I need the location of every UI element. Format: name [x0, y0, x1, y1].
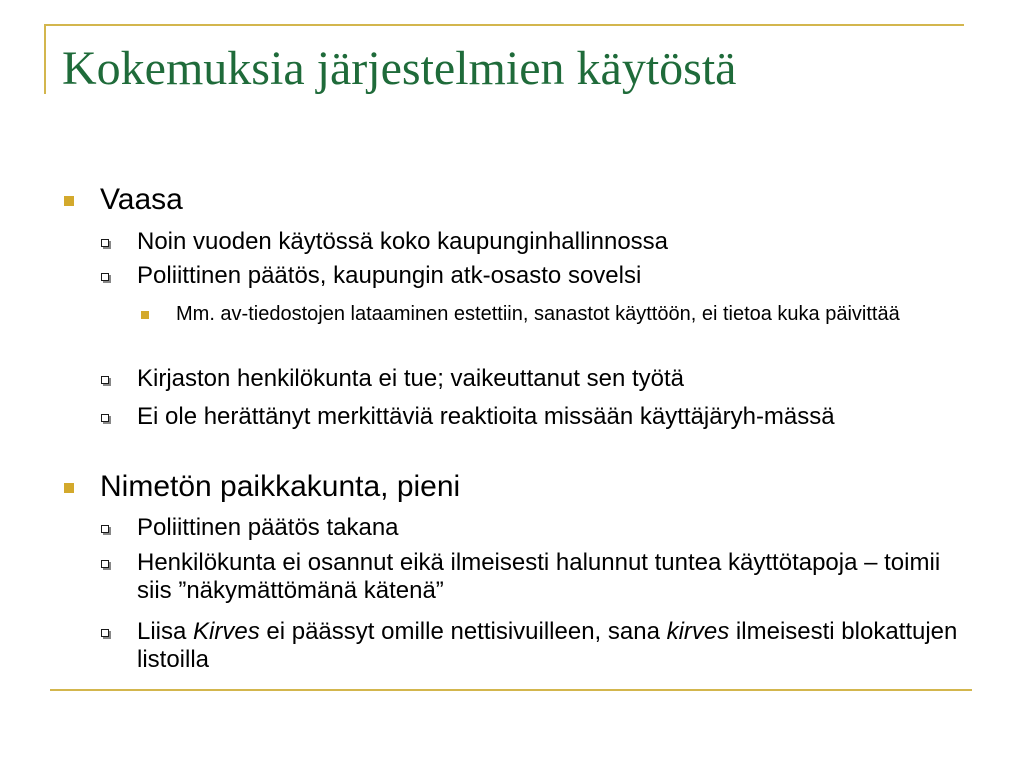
bullet-item	[176, 302, 966, 326]
hollow-square-bullet-icon	[101, 560, 109, 568]
bullet-item	[137, 403, 967, 431]
bullet-text: Henkilökunta ei osannut eikä ilmeisesti halunnut tuntea käyttötapoja – toimii siis ”näkymättömänä kätenä”	[137, 549, 941, 604]
bullet-item	[137, 549, 967, 605]
slide-title: Kokemuksia järjestelmien käytöstä	[62, 42, 737, 95]
bullet-item-nimeton	[100, 470, 980, 504]
bullet-text: Kirjaston henkilökunta ei tue; vaikeuttanut sen työtä	[137, 365, 685, 392]
square-bullet-icon	[141, 311, 149, 319]
italic-name-kirves: Kirves	[193, 618, 260, 645]
bullet-item	[137, 514, 967, 542]
bullet-item	[137, 262, 967, 290]
bullet-text: Mm. av-tiedostojen lataaminen estettiin, sanastot käyttöön, ei tietoa kuka päivittää	[176, 303, 900, 325]
bullet-text: Poliittinen päätös takana	[137, 514, 399, 541]
square-bullet-icon	[64, 196, 74, 206]
bullet-text: Vaasa	[100, 183, 183, 216]
frame-bottom-line	[50, 689, 972, 691]
bullet-item	[137, 365, 967, 393]
hollow-square-bullet-icon	[101, 525, 109, 533]
frame-top-line	[44, 24, 964, 26]
text-run: Liisa	[137, 618, 194, 645]
hollow-square-bullet-icon	[101, 629, 109, 637]
bullet-text: Nimetön paikkakunta, pieni	[100, 470, 461, 503]
bullet-item	[137, 618, 967, 674]
hollow-square-bullet-icon	[101, 273, 109, 281]
text-run: ei päässyt omille nettisivuilleen, sana	[259, 618, 667, 645]
bullet-text: Poliittinen päätös, kaupungin atk-osasto sovelsi	[137, 262, 642, 289]
hollow-square-bullet-icon	[101, 414, 109, 422]
bullet-item	[137, 228, 967, 256]
hollow-square-bullet-icon	[101, 239, 109, 247]
bullet-text: Noin vuoden käytössä koko kaupunginhallinnossa	[137, 228, 669, 255]
frame-left-line	[44, 24, 46, 94]
bullet-text: Ei ole herättänyt merkittäviä reaktioita missään käyttäjäryh-mässä	[137, 403, 835, 430]
bullet-text	[137, 618, 957, 673]
bullet-item-vaasa	[100, 183, 980, 217]
italic-word-kirves: kirves	[666, 618, 730, 645]
hollow-square-bullet-icon	[101, 376, 109, 384]
text-run: ilmeisesti blokattujen listoilla	[137, 618, 958, 673]
square-bullet-icon	[64, 483, 74, 493]
